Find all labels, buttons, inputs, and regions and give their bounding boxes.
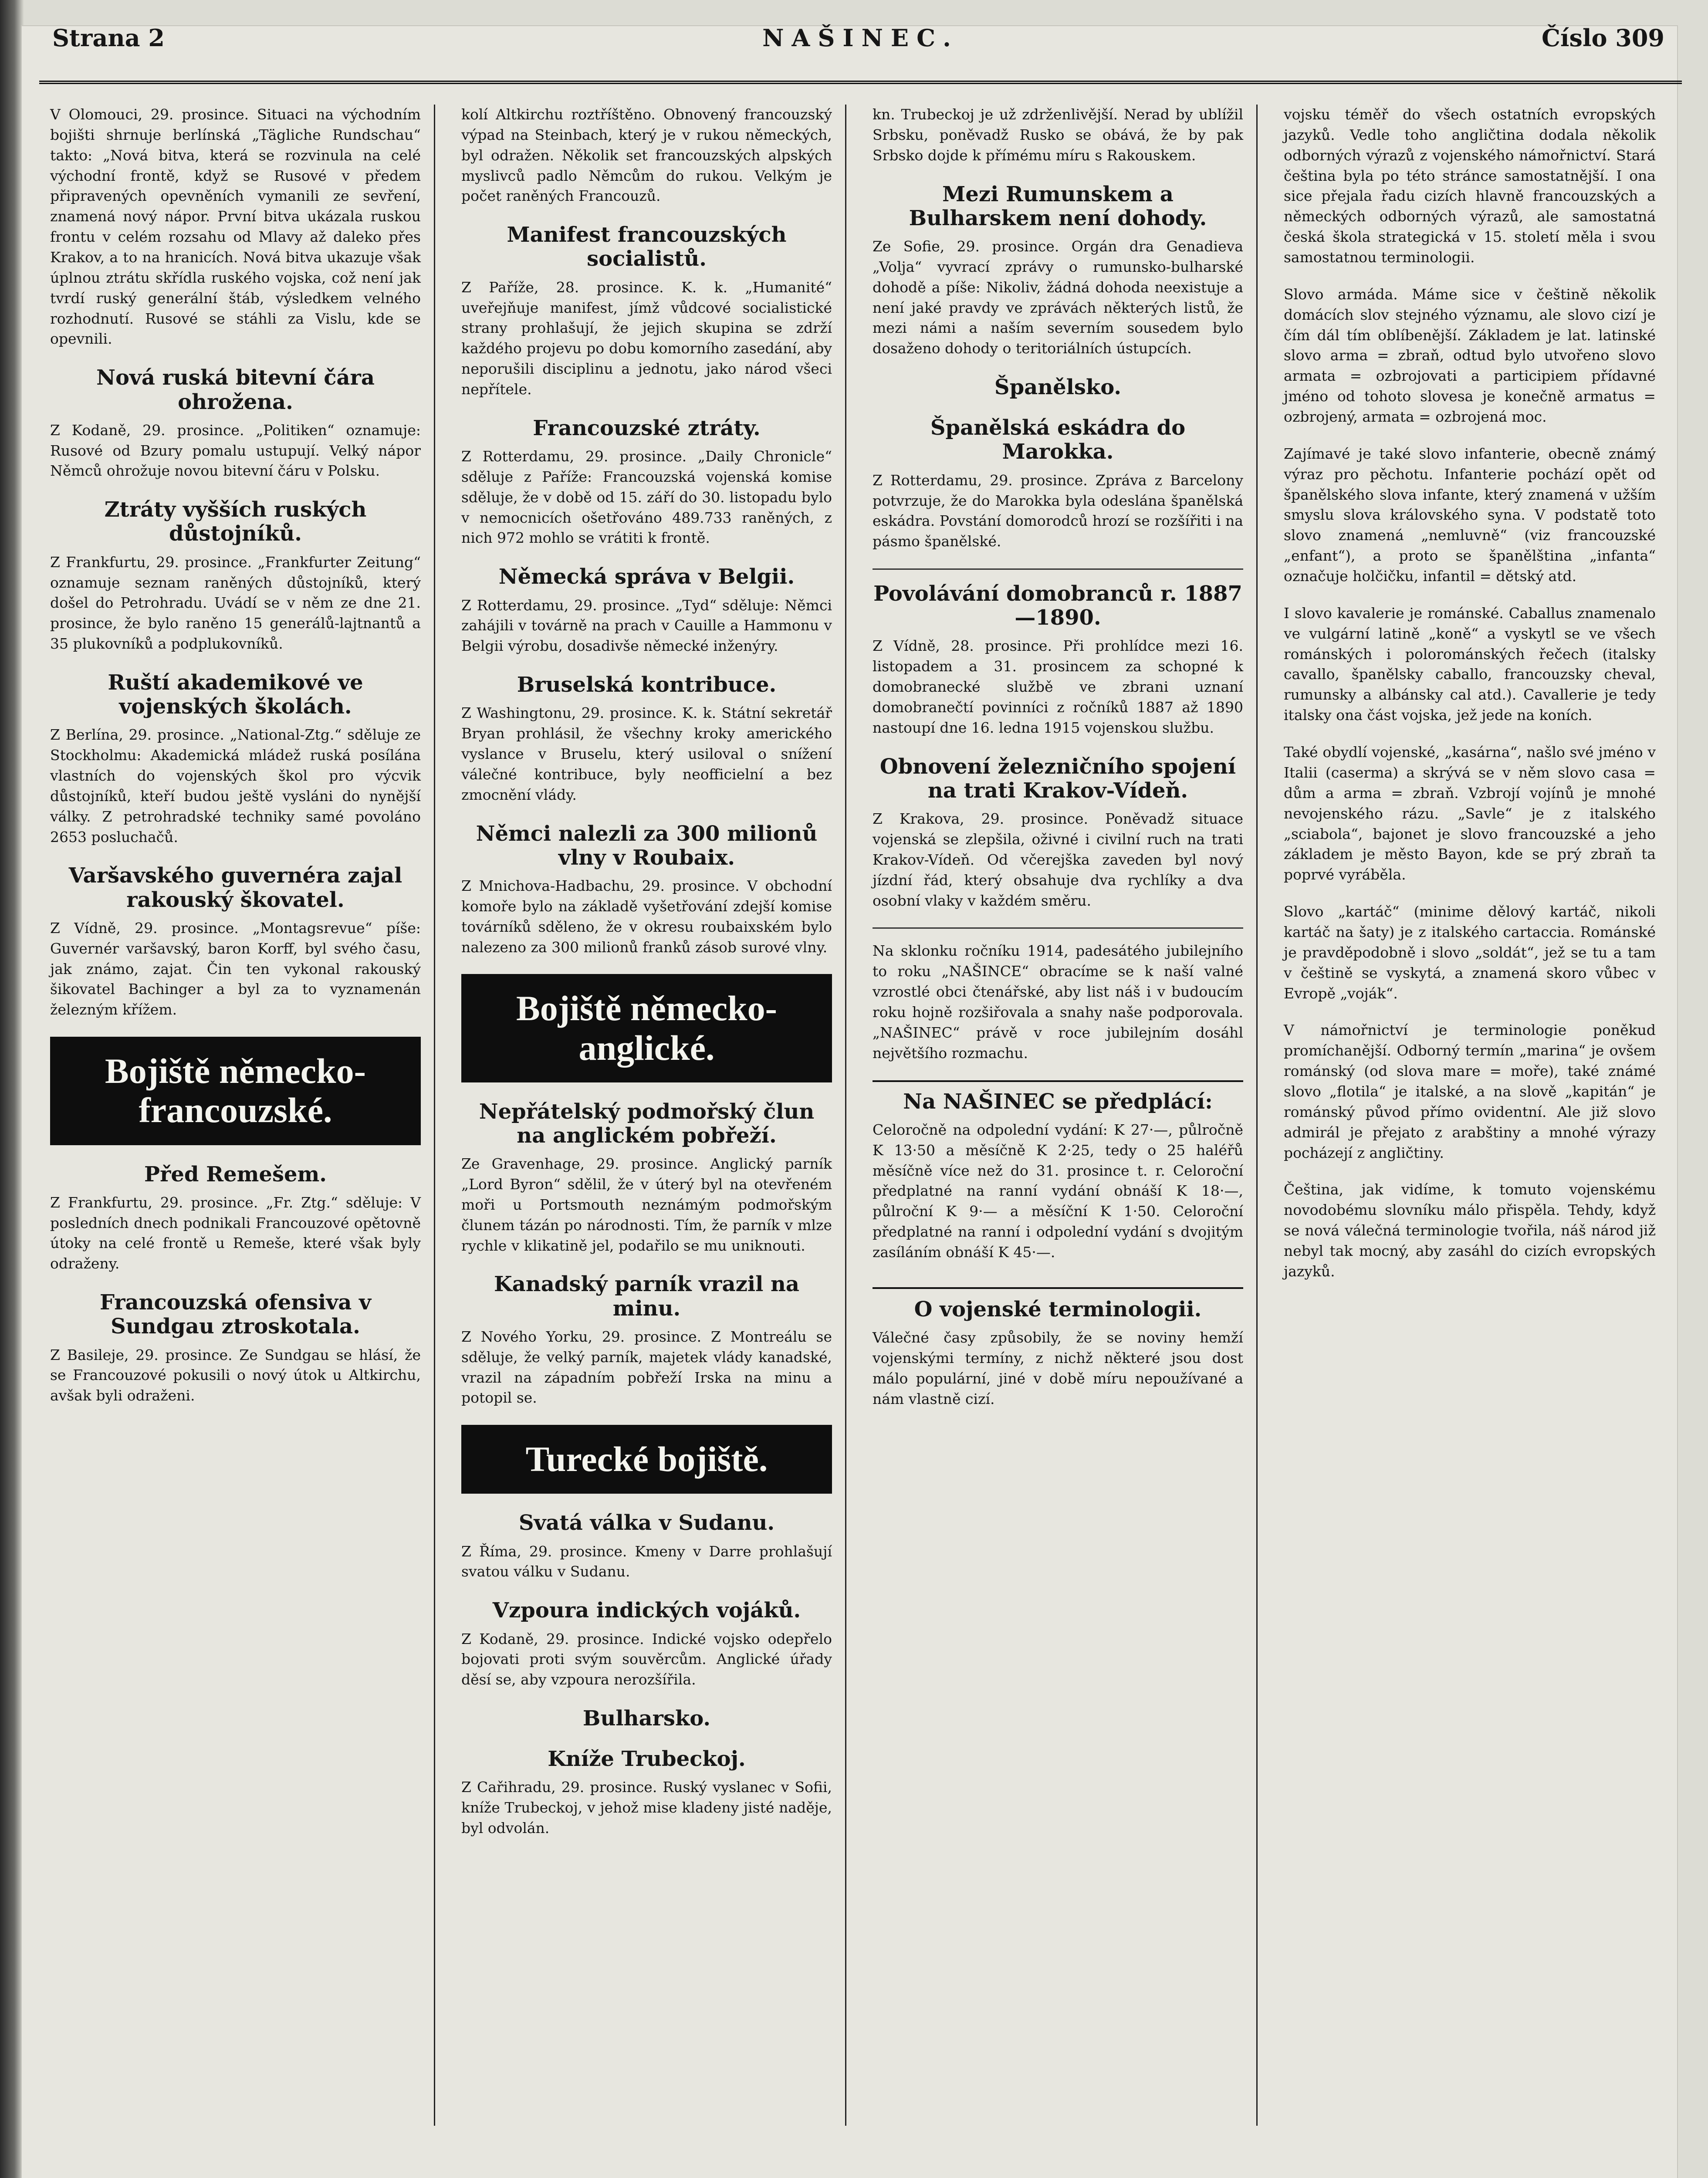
subscription-box: [873, 1080, 1243, 1289]
section-title-bulgaria: [461, 1707, 832, 1731]
article-text: vojsku téměř do všech ostatních evropských jazyků. Vedle toho angličtina dodala několik odborných výrazů z vojenského námořnictví. Stará čeština byla po této stránce samostatnější. I ona sice přejala řadu cizích hlavně francouzských a německých odborných výrazů, ale samostatná česká škola strategická v 15. století měla i svou samostatnou terminologii.: [1284, 106, 1656, 266]
article-text: Slovo „kartáč“ (minime dělový kartáč, nikoli kartáč na šaty) je z italského cartaccia. Románské je pravděpodobně i slovo „soldát“, jež se tu a tam v češtině se vyskytá, a znamená skoro vůbec v Evropě „voják“.: [1284, 903, 1656, 1002]
article-text: Válečné časy způsobily, že se noviny hemží vojenskými termíny, z nichž některé jsou dost málo populární, jiné v době míru nepoužívané a nám vlastně cizí.: [873, 1329, 1243, 1407]
article-new-russian-line: [50, 366, 421, 481]
article-text: Slovo armáda. Máme sice v češtině několik domácích slov stejného významu, ale slovo cizí je čím dál tím oblíbenější. Základem je lat. latinské slovo arma = zbraň, odtud bylo utvořeno slovo armata = ozbrojovati a participiem přídavné jméno od tohoto slovesa je konečně armatus = ozbrojený, armata = ozbrojená moc.: [1284, 285, 1656, 426]
article-military-terminology: [873, 1298, 1243, 1410]
terminology-part-4: [1284, 603, 1656, 726]
article-trubeckoj-cont: [873, 105, 1243, 166]
article-text: V námořnictví je terminologie poněkud promíchanější. Odborný termín „marina“ je ovšem románský (od slova mare = moře), také známé slovo „flotila“ je italské, a na slově „kapitán“ je románský původ přímo ovidentní. Ale již slovo admirál je přejato z arabštiny a mnohé výrazy pocházejí z angličtiny.: [1284, 1021, 1656, 1161]
article-title: Manifest francouzských socialistů.: [507, 223, 787, 271]
article-text: I slovo kavalerie je románské. Caballus znamenalo ve vulgární latině „koně“ a vyskytl se ve všech románských i polorománských řečech (italsky cavallo, španělsky caballo, francouzsky cheval, rumunsky a albánsky cal atd.). Cavallerie je tedy italsky ona část vojska, jež jede na koních.: [1284, 604, 1656, 724]
article-text: Ze Sofie, 29. prosince. Orgán dra Genadieva „Volja“ vyvrací zprávy o rumunsko-bulharské dohodě a píše: Nikoliv, žádná dohoda neexistuje a není jaké pravdy ve zprávách některých listů, že mezi námi a naším severním sousedem bylo dosaženo dohody o teritoriálních ústupcích.: [873, 237, 1243, 357]
article-text: Zajímavé je také slovo infanterie, obecně známý výraz pro pěchotu. Infanterie pochází opět od španělského slova infante, který znamená v užším smyslu slova královského syna. V podstatě toto slovo znamená „nemluvně“ (viz francouzské „enfant“), a proto se španělština „infanta“ označuje holčičku, infantil = dětský atd.: [1284, 445, 1656, 585]
article-altkirch: [461, 105, 832, 206]
terminology-part-7: [1284, 1020, 1656, 1163]
article-text: Z Paříže, 28. prosince. K. k. „Humanité“ uveřejňuje manifest, jímž vůdcové socialistické strany prohlašují, že jejich skupina se zdrží každého projevu po dobu komorního zasedání, aby neporušili disciplinu a jednotu, jako národ všeci nepřítele.: [461, 278, 832, 398]
column-3: [873, 105, 1258, 2126]
article-title: Svatá válka v Sudanu.: [518, 1511, 775, 1535]
article-text: Z Kodaně, 29. prosince. Indické vojsko odepřelo bojovati proti svým souvěrcům. Anglické úřady děsí se, aby vzpoura nerozšířila.: [461, 1630, 832, 1688]
article-title: Ztráty vyšších ruských důstojníků.: [104, 497, 367, 546]
article-anniversary-appeal: [873, 941, 1243, 1063]
article-title: Španělská eskádra do Marokka.: [930, 416, 1186, 464]
article-text: Z Berlína, 29. prosince. „National-Ztg.“ sděluje ze Stockholmu: Akademická mládež ruská posílána vlastních do vojenských škol pro výcvik důstojníků, kteří budou ještě vysláni do nynější války. Z petrohradské techniky samé povoláno 2653 posluchačů.: [50, 726, 421, 845]
article-text: Ze Gravenhage, 29. prosince. Anglický parník „Lord Byron“ sdělil, že v úterý byl na otevřeném moři u Portsmouth neznámým podmořským člunem tázán po národnosti. Tím, že parník v mlze rychle v klikatině jel, podařilo se mu uniknouti.: [461, 1155, 832, 1254]
article-russian-academics: [50, 671, 421, 848]
article-railway-krakow-vienna: [873, 755, 1243, 911]
section-banner-german-french: Bojiště německo-francouzské.: [50, 1037, 421, 1145]
article-title: Němci nalezli za 300 milionů vlny v Roubaix.: [476, 821, 818, 870]
column-2: [461, 105, 846, 2126]
article-militia-call-up: [873, 582, 1243, 738]
masthead: NAŠINEC.: [762, 24, 959, 52]
article-east-front-summary: [50, 105, 421, 349]
article-french-socialists: [461, 223, 832, 400]
article-title: Bruselská kontribuce.: [517, 673, 777, 697]
separator: [873, 927, 1243, 929]
article-title: Obnovení železničního spojení na trati Krakov-Vídeň.: [879, 754, 1236, 803]
section-banner-turkish: Turecké bojiště.: [461, 1425, 832, 1494]
article-title: Kanadský parník vrazil na minu.: [494, 1272, 800, 1321]
article-text: V Olomouci, 29. prosince. Situaci na východním bojišti shrnuje berlínská „Tägliche Rundschau“ takto: „Nová bitva, která se rozvinula na celé východní frontě, když se Rusové v předem připravených opevněních vymanili ze sevření, znamená nový nápor. První bitva ukázala ruskou frontu v celém rozsahu od Mlavy až daleko přes Krakov, a to na hranicích. Nová bitva ukazuje však úplnou ztrátu skřídla ruského vojska, což není jak tvrdí ruský generální štáb, výsledkem velného rozhodnutí. Rusové se stáhli za Vislu, kde se opevnili.: [50, 106, 421, 348]
article-roubaix-wool: [461, 822, 832, 958]
terminology-part-8: [1284, 1180, 1656, 1282]
article-text: Z Rotterdamu, 29. prosince. Zpráva z Barcelony potvrzuje, že do Marokka byla odeslána španělská eskádra. Povstání domorodců hrozí se rozšířiti i na pásmo španělské.: [873, 471, 1243, 550]
subscription-title: Na NAŠINEC se předplácí:: [903, 1089, 1213, 1114]
article-title: Kníže Trubeckoj.: [548, 1747, 746, 1772]
article-indian-mutiny: [461, 1599, 832, 1690]
subscription-info: [873, 1090, 1243, 1263]
article-text: Z Washingtonu, 29. prosince. K. k. Státní sekretář Bryan prohlásil, že všechny kroky amerického vyslance v Bruselu, který usiloval o snížení válečné kontribuce, byly neofficielní a bez zmocnění vlády.: [461, 704, 832, 803]
article-title: Varšavského guvernéra zajal rakouský škovatel.: [68, 863, 402, 912]
article-french-losses: [461, 416, 832, 548]
article-text: kolí Altkirchu roztříštěno. Obnovený francouzský výpad na Steinbach, který je v rukou německých, byl odražen. Několik set francouzských alpských myslivců padlo Němcům do rukou. Velkým je počet raněných Francouzů.: [461, 106, 832, 205]
article-text: Z Frankfurtu, 29. prosince. „Fr. Ztg.“ sděluje: V posledních dnech podnikali Francouzové opětovně útoky na celé frontě u Remeše, které však byly odraženy.: [50, 1194, 421, 1272]
article-before-reims: [50, 1163, 421, 1275]
article-text: Také obydlí vojenské, „kasárna“, našlo své jméno v Italii (caserma) a skrývá se v něm slovo casa = dům a arma = zbraň. Vzbrojí vojínů je mnohé nevojenského rázu. „Savle“ je z italského „sciabola“, bajonet je slovo francouzské a jeho základem je město Bayon, kde se prý zbraň ta poprvé vyráběla.: [1284, 744, 1656, 883]
article-sundgau-offensive: [50, 1291, 421, 1406]
article-text: Z Basileje, 29. prosince. Ze Sundgau se hlásí, že se Francouzové pokusili o nový útok u Altkirchu, avšak byli odraženi.: [50, 1346, 421, 1404]
article-text: Z Rotterdamu, 29. prosince. „Daily Chronicle“ sděluje z Paříže: Francouzská vojenská komise sděluje, že v době od 15. září do 30. listopadu bylo v nemocnicích ošetřováno 489.733 raněných, z nich 972 mohlo se vrátiti k frontě.: [461, 448, 832, 547]
article-russian-officers-losses: [50, 498, 421, 654]
article-text: Z Kodaně, 29. prosince. „Politiken“ oznamuje: Rusové od Bzury pomalu ustupují. Velký nápor Němců ohrožuje novou bitevní čáru v Polsku.: [50, 421, 421, 480]
article-title: Nová ruská bitevní čára ohrožena.: [96, 365, 375, 414]
separator: [873, 568, 1243, 570]
article-romania-bulgaria: [873, 183, 1243, 359]
article-text: Z Rotterdamu, 29. prosince. „Tyd“ sděluje: Němci zahájili v továrně na prach v Cauille a Hammonu v Belgii výrobu, dosadivše německé inženýry.: [461, 596, 832, 655]
article-title: Ruští akademikové ve vojenských školách.: [108, 670, 363, 719]
article-title: Před Remešem.: [144, 1162, 327, 1187]
article-submarine-english-coast: [461, 1100, 832, 1256]
columns: [50, 105, 1669, 2126]
section-banner-german-english: Bojiště německo-anglické.: [461, 974, 832, 1082]
article-title: Německá správa v Belgii.: [498, 565, 795, 589]
terminology-part-1: [1284, 105, 1656, 268]
subscription-text: Celoročně na odpolední vydání: K 27·—, půlročně K 13·50 a měsíčně K 2·25, tedy o 25 haléřů měsíčně více než do 31. prosince t. r. Celoroční předplatné na ranní vydání obnáší K 18·—, půlroční K 9·— a měsíční K 1·50. Celoroční předplatné na ranní i odpolední vydání s dvojitým zasíláním obnáší K 45·—.: [873, 1121, 1243, 1261]
page-number: Strana 2: [52, 24, 165, 52]
terminology-part-6: [1284, 902, 1656, 1004]
terminology-part-5: [1284, 742, 1656, 885]
page-header: [39, 15, 1682, 84]
issue-number: Číslo 309: [1542, 24, 1664, 52]
article-title: Mezi Rumunskem a Bulharskem není dohody.: [909, 182, 1207, 230]
page-binding-edge: [0, 0, 24, 2178]
article-title: Nepřátelský podmořský člun na anglickém pobřeží.: [479, 1099, 815, 1148]
article-title: Bulharsko.: [582, 1706, 711, 1731]
article-title: Francouzské ztráty.: [533, 416, 761, 440]
article-text: Z Frankfurtu, 29. prosince. „Frankfurter Zeitung“ oznamuje seznam raněných důstojníků, který došel do Petrohradu. Uvádí se v něm ze dne 21. prosince, že bylo raněno 15 generálů-lajtnantů a 35 plukovníků a podplukovníků.: [50, 553, 421, 653]
article-text: Z Říma, 29. prosince. Kmeny v Darre prohlašují svatou válku v Sudanu.: [461, 1542, 832, 1580]
article-title: O vojenské terminologii.: [914, 1297, 1202, 1322]
article-text: Čeština, jak vidíme, k tomuto vojenskému novodobému slovníku málo přispěla. Tehdy, když se nová válečná terminologie tvořila, náš národ již nebyl tak mocný, aby zasáhl do cizích evropských jazyků.: [1284, 1181, 1656, 1280]
article-text: Z Krakova, 29. prosince. Poněvadž situace vojenská se zlepšila, oživné i civilní ruch na trati Krakov-Vídeň. Od včerejška zaveden byl nový jízdní řád, který obsahuje dva rychlíky a dva osobní vlaky v každém směru.: [873, 810, 1243, 909]
section-title-spain: [873, 375, 1243, 399]
terminology-part-3: [1284, 444, 1656, 587]
article-title: Francouzská ofensiva v Sundgau ztroskotala.: [100, 1290, 371, 1339]
article-holy-war-sudan: [461, 1511, 832, 1582]
article-text: Z Vídně, 28. prosince. Při prohlídce mezi 16. listopadem a 31. prosincem za schopné k domobranecké službě ve zbrani uznaní domobranečtí povinníci z ročníků 1887 až 1890 nastoupí dne 16. ledna 1915 vojenskou službu.: [873, 637, 1243, 736]
article-text: Z Cařihradu, 29. prosince. Ruský vyslanec v Sofii, kníže Trubeckoj, v jehož mise kladeny jisté naděje, byl odvolán.: [461, 1779, 832, 1837]
article-title: Vzpoura indických vojáků.: [492, 1598, 801, 1623]
article-text: Z Mnichova-Hadbachu, 29. prosince. V obchodní komoře bylo na základě vyšetřování zdejší komise továrníků sděleno, že v okresu roubaixském bylo nalezeno za 300 milionů franků zásob surové vlny.: [461, 877, 832, 956]
column-1: [50, 105, 435, 2126]
article-title: Španělsko.: [994, 375, 1122, 400]
article-warsaw-governor: [50, 864, 421, 1020]
terminology-part-2: [1284, 284, 1656, 427]
article-german-admin-belgium: [461, 565, 832, 656]
article-text: Z Vídně, 29. prosince. „Montagsrevue“ píše: Guvernér varšavský, baron Korff, byl svého času, jak známo, zajat. Čin ten vykonal rakouský šikovatel Bachinger a byl za to vyznamenán železným křížem.: [50, 919, 421, 1018]
article-title: Povolávání domobranců r. 1887—1890.: [873, 582, 1242, 630]
article-prince-trubeckoj: [461, 1747, 832, 1839]
article-canadian-steamer: [461, 1272, 832, 1408]
article-brussels-contribution: [461, 673, 832, 805]
article-text: kn. Trubeckoj je už zdrženlivější. Nerad by ublížil Srbsku, poněvadž Rusko se obává, že by pak Srbsko dojde k přímému míru s Rakouskem.: [873, 106, 1243, 164]
column-4: [1284, 105, 1669, 2126]
article-text: Na sklonku ročníku 1914, padesátého jubilejního to roku „NAŠINCE“ obracíme se k naší valné vzrostlé obci čtenářské, aby list náš i v budoucím roku hojně rozšiřovala a snahy naše podporovala. „NAŠINEC“ právě v roce jubilejním dosáhl největšího rozmachu.: [873, 942, 1243, 1062]
article-spanish-squadron: [873, 416, 1243, 552]
article-text: Z Nového Yorku, 29. prosince. Z Montreálu se sděluje, že velký parník, majetek vlády kanadské, vrazil na západním pobřeží Irska na minu a potopil se.: [461, 1328, 832, 1407]
